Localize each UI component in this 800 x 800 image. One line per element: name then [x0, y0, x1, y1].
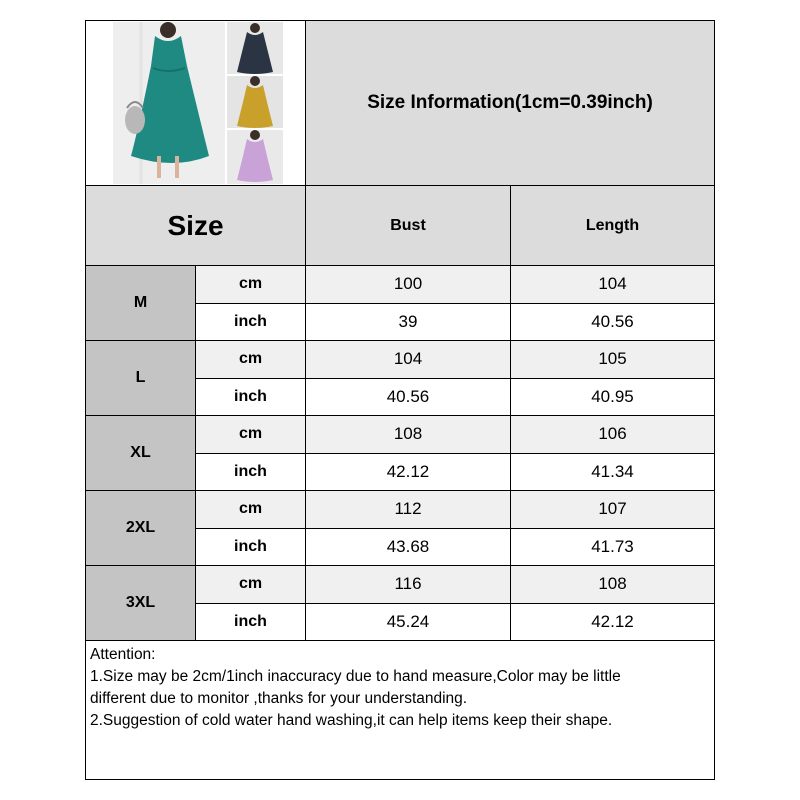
- bust-value: 39: [306, 304, 511, 342]
- bust-value: 40.56: [306, 379, 511, 417]
- unit-label: cm: [196, 566, 306, 604]
- unit-label: inch: [196, 454, 306, 492]
- bust-value: 42.12: [306, 454, 511, 492]
- thumb-lilac: [227, 130, 283, 184]
- bust-value: 112: [306, 491, 511, 529]
- unit-label: cm: [196, 341, 306, 379]
- unit-label: inch: [196, 604, 306, 642]
- length-value: 40.56: [511, 304, 714, 342]
- bust-value: 100: [306, 266, 511, 304]
- bust-value: 104: [306, 341, 511, 379]
- notes-line-2: 2.Suggestion of cold water hand washing,it can help items keep their shape.: [90, 712, 613, 729]
- length-value: 41.34: [511, 454, 714, 492]
- bust-value: 43.68: [306, 529, 511, 567]
- main-photo-teal: [113, 22, 225, 184]
- length-value: 104: [511, 266, 714, 304]
- unit-label: inch: [196, 304, 306, 342]
- bust-value: 116: [306, 566, 511, 604]
- length-value: 42.12: [511, 604, 714, 642]
- unit-label: inch: [196, 529, 306, 567]
- notes-line-1a: 1.Size may be 2cm/1inch inaccuracy due to hand measure,Color may be little: [90, 668, 621, 685]
- length-value: 105: [511, 341, 714, 379]
- attention-notes: [86, 641, 714, 735]
- size-label: 2XL: [86, 491, 196, 566]
- size-label: M: [86, 266, 196, 341]
- size-label: L: [86, 341, 196, 416]
- size-label: 3XL: [86, 566, 196, 641]
- column-header-length: Length: [511, 186, 714, 266]
- thumb-mustard: [227, 76, 283, 128]
- product-photo-cell: [86, 21, 306, 186]
- notes-line-1b: different due to monitor ,thanks for your understanding.: [90, 690, 468, 707]
- thumb-navy: [227, 22, 283, 74]
- length-value: 107: [511, 491, 714, 529]
- bust-value: 108: [306, 416, 511, 454]
- size-chart: [85, 20, 715, 780]
- column-header-bust: Bust: [306, 186, 511, 266]
- product-photo-collage: [113, 22, 283, 184]
- length-value: 41.73: [511, 529, 714, 567]
- unit-label: cm: [196, 491, 306, 529]
- notes-heading: Attention:: [90, 646, 156, 663]
- length-value: 40.95: [511, 379, 714, 417]
- unit-label: cm: [196, 416, 306, 454]
- length-value: 108: [511, 566, 714, 604]
- size-heading: Size: [86, 186, 306, 266]
- unit-label: cm: [196, 266, 306, 304]
- size-information-title: Size Information(1cm=0.39inch): [306, 21, 714, 186]
- length-value: 106: [511, 416, 714, 454]
- bust-value: 45.24: [306, 604, 511, 642]
- unit-label: inch: [196, 379, 306, 417]
- size-label: XL: [86, 416, 196, 491]
